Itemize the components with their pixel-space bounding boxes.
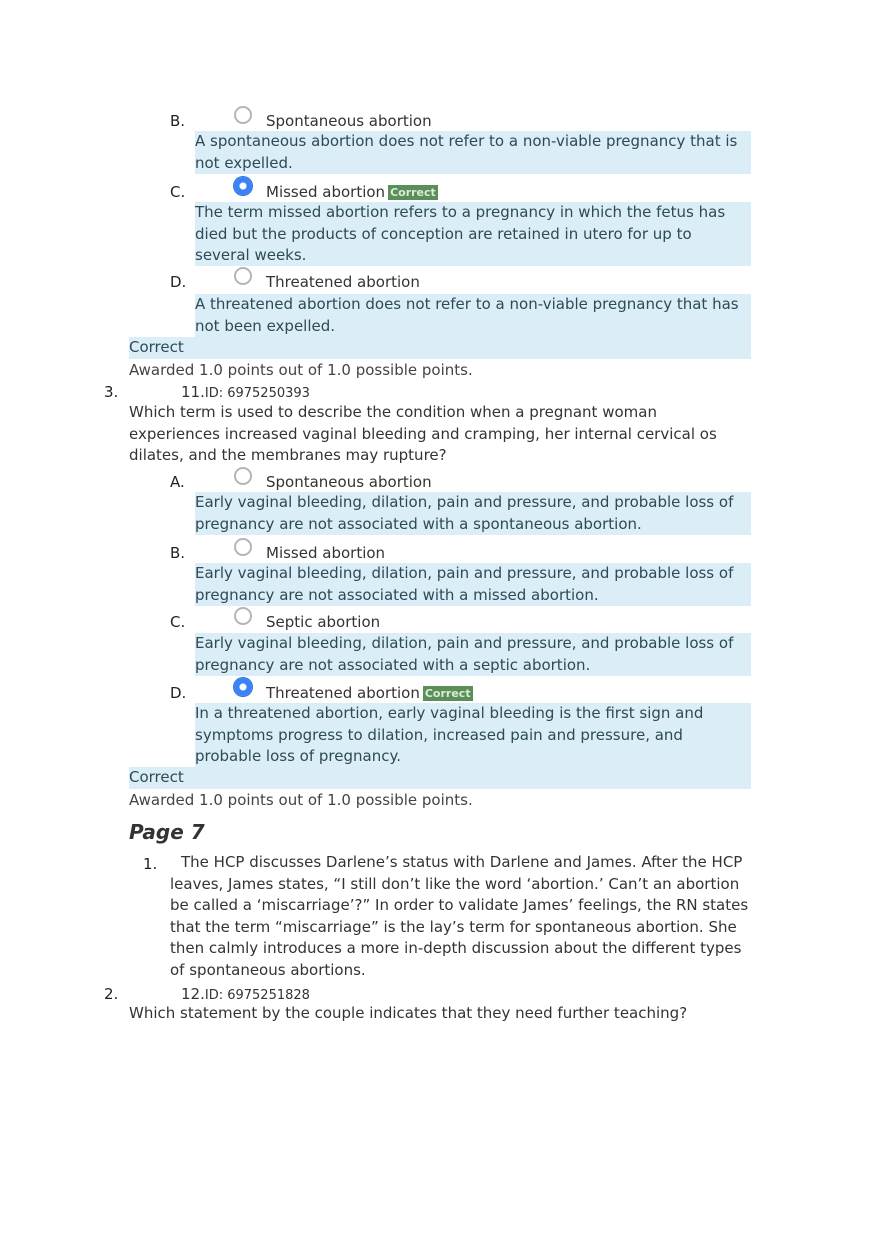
option-feedback: The term missed abortion refers to a pregnancy in which the fetus has died but the products of conception are retained in utero for up to several weeks. <box>195 202 751 266</box>
correct-badge: Correct <box>390 186 436 199</box>
list-number: 3. <box>104 383 119 401</box>
awarded-points: Awarded 1.0 points out of 1.0 possible points. <box>129 791 473 809</box>
option-feedback: A spontaneous abortion does not refer to a non-viable pregnancy that is not expelled. <box>195 131 751 174</box>
question-stem: Which term is used to describe the condition when a pregnant woman experiences increased vaginal bleeding and cramping, her internal cervical os dilates, and the membranes may rupture? <box>129 403 717 464</box>
question-id <box>181 985 310 1003</box>
option-feedback: In a threatened abortion, early vaginal bleeding is the first sign and symptoms progress to dilation, increased pain and pressure, and probable loss of pregnancy. <box>195 703 751 767</box>
question-id-text: ID: 6975250393 <box>204 386 310 401</box>
question-id <box>181 383 310 401</box>
option-letter: C. <box>170 613 186 631</box>
result-status: Correct <box>129 337 751 359</box>
option-label-with-badge[interactable] <box>266 183 438 201</box>
option-label-with-badge[interactable] <box>266 684 473 702</box>
radio-button[interactable] <box>234 467 252 485</box>
radio-button[interactable] <box>234 106 252 124</box>
question-number: 12. <box>181 985 205 1003</box>
option-feedback: A threatened abortion does not refer to a non-viable pregnancy that has not been expelled. <box>195 294 751 337</box>
option-label[interactable]: Spontaneous abortion <box>266 112 432 130</box>
radio-button-selected[interactable] <box>234 678 252 696</box>
option-feedback: Early vaginal bleeding, dilation, pain and pressure, and probable loss of pregnancy are not associated with a septic abortion. <box>195 633 751 676</box>
option-letter: B. <box>170 544 186 562</box>
question-number: 11. <box>181 383 205 401</box>
radio-button[interactable] <box>234 538 252 556</box>
option-label: Missed abortion <box>266 183 386 201</box>
option-label[interactable]: Septic abortion <box>266 613 381 631</box>
result-status: Correct <box>129 767 751 789</box>
option-letter: C. <box>170 183 186 201</box>
option-label[interactable]: Spontaneous abortion <box>266 473 432 491</box>
list-number: 2. <box>104 985 119 1003</box>
option-letter: B. <box>170 112 186 130</box>
option-label[interactable]: Threatened abortion <box>266 273 420 291</box>
option-letter: D. <box>170 273 187 291</box>
option-feedback: Early vaginal bleeding, dilation, pain and pressure, and probable loss of pregnancy are not associated with a missed abortion. <box>195 563 751 606</box>
question-stem: Which statement by the couple indicates that they need further teaching? <box>129 1004 688 1022</box>
list-number: 1. <box>143 855 158 873</box>
option-letter: D. <box>170 684 187 702</box>
correct-badge: Correct <box>424 687 471 700</box>
option-label[interactable]: Missed abortion <box>266 544 386 562</box>
awarded-points: Awarded 1.0 points out of 1.0 possible points. <box>129 361 473 379</box>
option-label: Threatened abortion <box>266 684 420 702</box>
option-feedback: Early vaginal bleeding, dilation, pain and pressure, and probable loss of pregnancy are not associated with a spontaneous abortion. <box>195 492 751 535</box>
page-heading: Page 7 <box>129 820 205 844</box>
radio-button[interactable] <box>234 607 252 625</box>
case-study-paragraph: The HCP discusses Darlene’s status with Darlene and James. After the HCP leaves, James states, “I still don’t like the word ‘abortion.’ Can’t an abortion be called a ‘miscarriage’?” In order to validate James’ feelings, the RN states that the term “miscarriage” is the lay’s term for spontaneous abortion. She then calmly introduces a more in-depth discussion about the different types of spontaneous abortions. <box>170 853 749 979</box>
question-id-text: ID: 6975251828 <box>204 988 310 1003</box>
radio-button[interactable] <box>234 267 252 285</box>
radio-button-selected[interactable] <box>234 177 252 195</box>
option-letter: A. <box>170 473 185 491</box>
